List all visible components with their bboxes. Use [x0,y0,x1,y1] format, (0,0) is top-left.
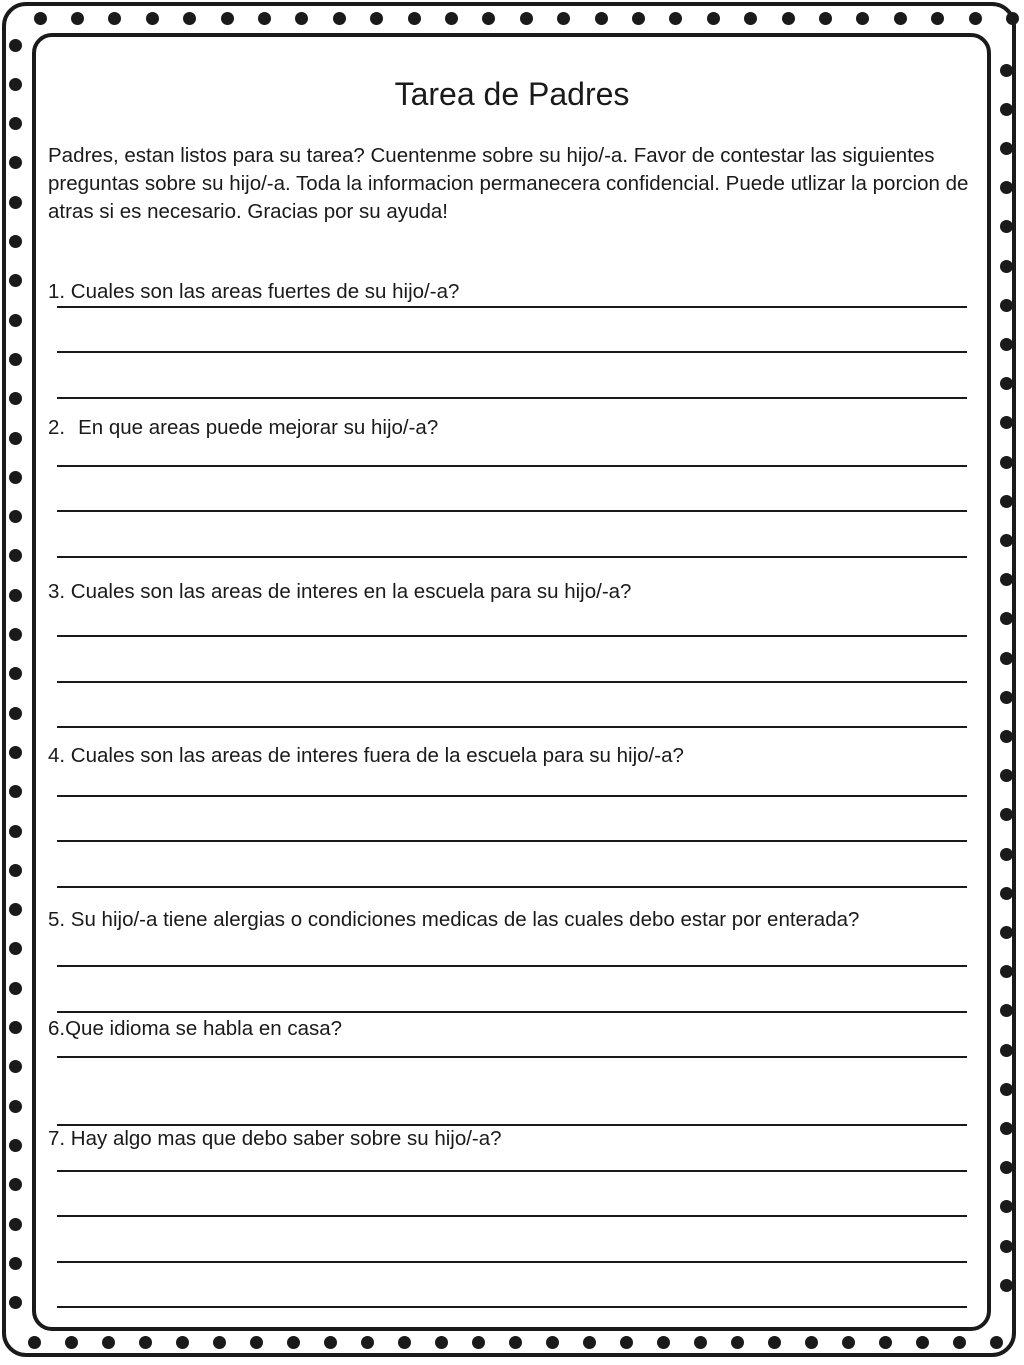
answer-line-5a[interactable] [57,965,967,967]
answer-line-4a[interactable] [57,795,967,797]
question-2-text: En que areas puede mejorar su hijo/-a? [78,416,439,439]
question-5: 5. Su hijo/-a tiene alergias o condiciones medicas de las cuales debo estar por enterada? [48,908,860,931]
question-3: 3. Cuales son las areas de interes en la escuela para su hijo/-a? [48,580,632,603]
question-2-number: 2. [48,416,66,439]
answer-line-2c[interactable] [57,556,967,558]
page-title: Tarea de Padres [394,76,630,112]
answer-line-4c[interactable] [57,886,967,888]
question-4: 4. Cuales son las areas de interes fuera de la escuela para su hijo/-a? [48,744,684,767]
answer-line-1b[interactable] [57,351,967,353]
question-6: 6.Que idioma se habla en casa? [48,1017,343,1040]
answer-line-7c[interactable] [57,1261,967,1263]
question-2 [48,415,438,441]
answer-line-5b[interactable] [57,1011,967,1013]
answer-line-7a[interactable] [57,1170,967,1172]
intro-paragraph: Padres, estan listos para su tarea? Cuentenme sobre su hijo/-a. Favor de contestar las siguientes preguntas sobre su hijo/-a. Toda la informacion permanecera confidencial. Puede utlizar la porcion de atras si es necesario. Gracias por su ayuda! [48,144,969,223]
answer-line-7b[interactable] [57,1215,967,1217]
answer-line-1a[interactable] [57,306,967,308]
answer-line-1c[interactable] [57,397,967,399]
answer-line-3b[interactable] [57,681,967,683]
answer-line-4b[interactable] [57,840,967,842]
answer-line-3a[interactable] [57,635,967,637]
question-1: 1. Cuales son las areas fuertes de su hijo/-a? [48,280,460,303]
answer-line-2a[interactable] [57,465,967,467]
answer-line-6a[interactable] [57,1056,967,1058]
answer-line-3c[interactable] [57,726,967,728]
question-7: 7. Hay algo mas que debo saber sobre su hijo/-a? [48,1127,502,1150]
answer-line-7d[interactable] [57,1306,967,1308]
answer-line-2b[interactable] [57,510,967,512]
